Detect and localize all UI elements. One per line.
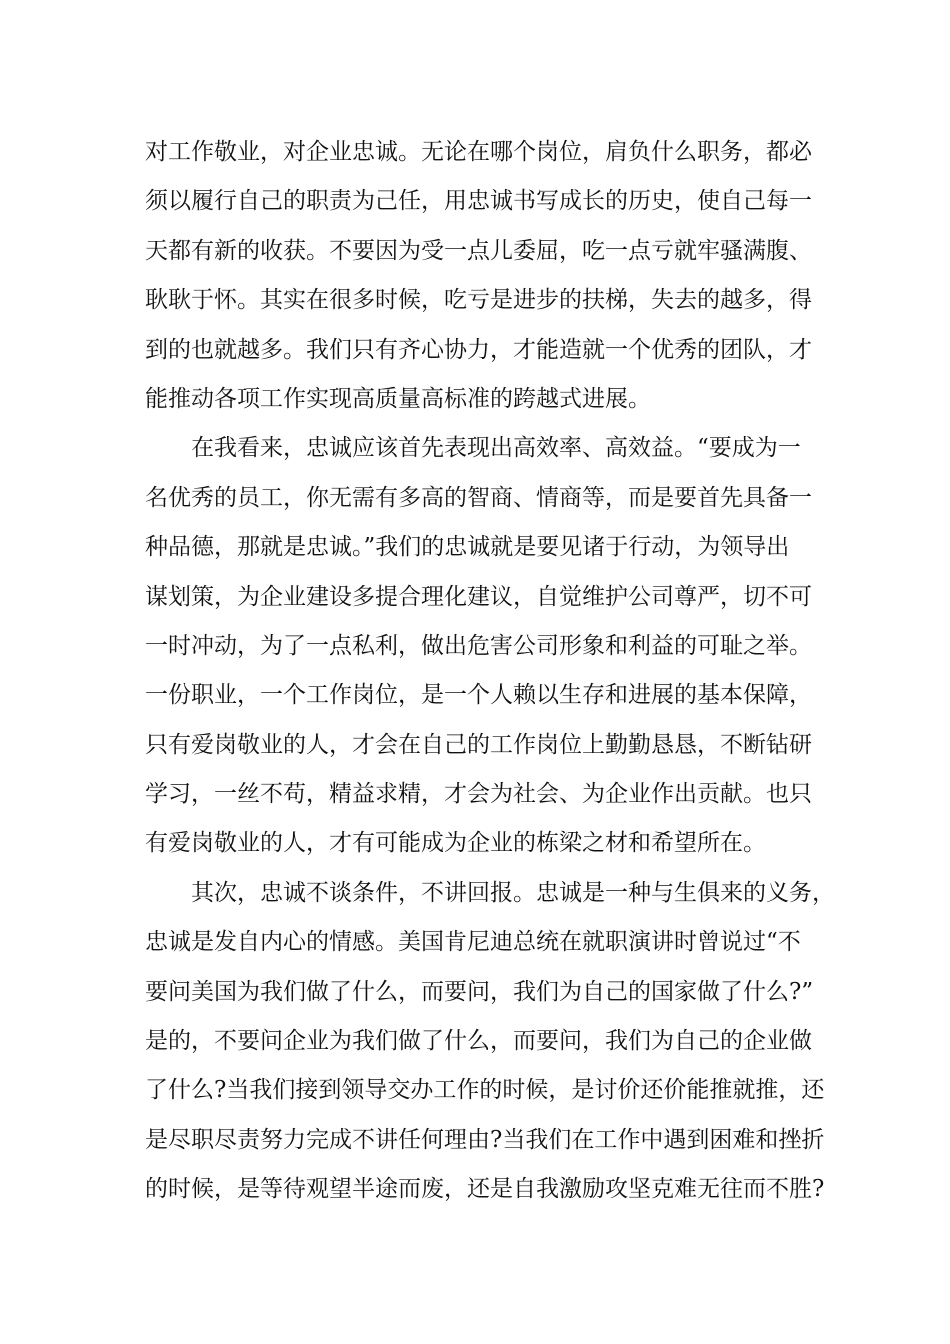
text-line: 是尽职尽责努力完成不讲任何理由?当我们在工作中遇到困难和挫折 [145, 1126, 825, 1153]
body-text [145, 128, 835, 1215]
text-line: 耿耿于怀。其实在很多时候，吃亏是进步的扶梯，失去的越多，得 [145, 287, 812, 314]
text-line: 一时冲动，为了一点私利，做出危害公司形象和利益的可耻之举。 [145, 632, 812, 659]
text-line: 只有爱岗敬业的人，才会在自己的工作岗位上勤勤恳恳，不断钻研 [145, 731, 812, 758]
text-line: 了什么?当我们接到领导交办工作的时候，是讨价还价能推就推，还 [145, 1077, 825, 1104]
text-line: 对工作敬业，对企业忠诚。无论在哪个岗位，肩负什么职务，都必 [145, 139, 812, 165]
text-line: 到的也就越多。我们只有齐心协力，才能造就一个优秀的团队，才 [145, 336, 812, 363]
text-line: 要问美国为我们做了什么，而要问，我们为自己的国家做了什么?” [145, 978, 814, 1005]
text-line: 谋划策，为企业建设多提合理化建议，自觉维护公司尊严，切不可 [145, 583, 812, 610]
paragraph-start-line: 其次，忠诚不谈条件，不讲回报。忠诚是一种与生俱来的义务， [191, 879, 835, 906]
text-line: 天都有新的收获。不要因为受一点儿委屈，吃一点亏就牢骚满腹、 [145, 237, 812, 264]
text-line: 有爱岗敬业的人，才有可能成为企业的栋梁之材和希望所在。 [145, 830, 766, 857]
text-line: 须以履行自己的职责为己任，用忠诚书写成长的历史，使自己每一 [145, 188, 812, 215]
text-line: 能推动各项工作实现高质量高标准的跨越式进展。 [145, 385, 651, 412]
text-line: 忠诚是发自内心的情感。美国肯尼迪总统在就职演讲时曾说过“不 [145, 929, 801, 956]
text-line: 是的，不要问企业为我们做了什么，而要问，我们为自己的企业做 [145, 1028, 812, 1055]
text-line: 的时候，是等待观望半途而废，还是自我激励攻坚克难无往而不胜? [145, 1176, 825, 1203]
text-line: 种品德，那就是忠诚。”我们的忠诚就是要见诸于行动，为领导出 [145, 534, 790, 561]
text-line: 学习，一丝不苟，精益求精，才会为社会、为企业作出贡献。也只 [145, 781, 812, 808]
paragraph-start-line: 在我看来，忠诚应该首先表现出高效率、高效益。“要成为一 [191, 435, 801, 462]
text-line: 一份职业，一个工作岗位，是一个人赖以生存和进展的基本保障， [145, 682, 812, 709]
text-line: 名优秀的员工，你无需有多高的智商、情商等，而是要首先具备一 [145, 484, 812, 511]
